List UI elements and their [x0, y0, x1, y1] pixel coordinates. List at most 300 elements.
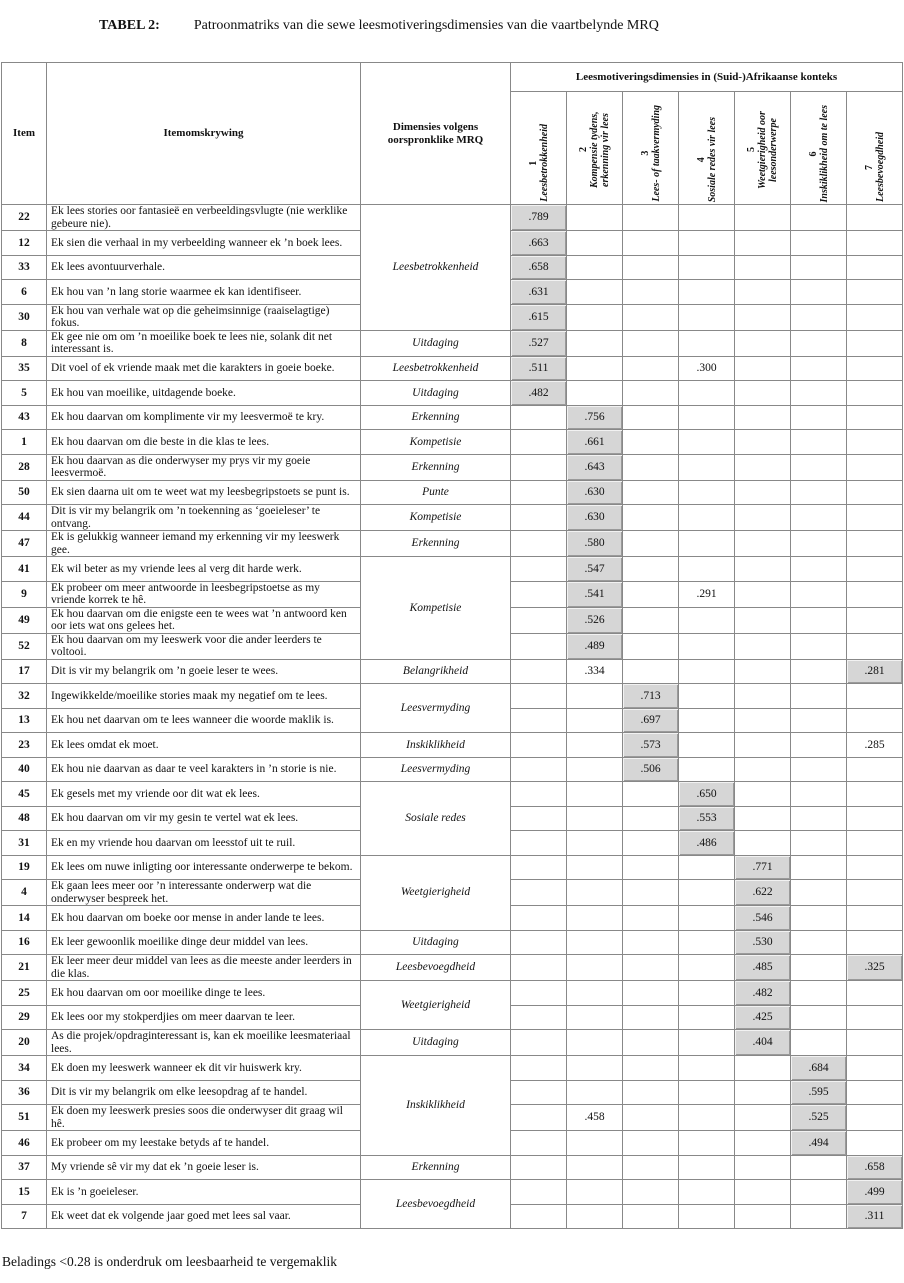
table-row — [2, 1180, 903, 1205]
item-number: 29 — [2, 1005, 47, 1030]
header-description: Itemomskrywing — [47, 63, 361, 205]
item-number: 7 — [2, 1204, 47, 1229]
loading-cell — [567, 806, 623, 831]
loading-cell: .658 — [511, 255, 567, 280]
item-description: Ek hou net daarvan om te lees wanneer die woorde maklik is. — [47, 708, 361, 733]
loading-cell — [567, 757, 623, 782]
table-row — [2, 1030, 903, 1056]
loading-cell — [735, 659, 791, 684]
loading-cell — [623, 831, 679, 856]
item-description: Ek hou daarvan om oor moeilike dinge te lees. — [47, 981, 361, 1006]
loading-cell: .334 — [567, 659, 623, 684]
loading-cell — [791, 330, 847, 356]
loading-cell — [679, 981, 735, 1006]
loading-cell — [567, 880, 623, 906]
original-dimension: Sosiale redes — [361, 782, 511, 856]
loading-cell — [623, 782, 679, 807]
loading-cell: .553 — [679, 806, 735, 831]
item-number: 35 — [2, 356, 47, 381]
loading-cell — [847, 205, 903, 231]
loading-cell — [679, 231, 735, 256]
loading-cell — [735, 1056, 791, 1081]
item-description: Ek is gelukkig wanneer iemand my erkenning vir my leeswerk gee. — [47, 531, 361, 557]
loading-cell — [847, 381, 903, 406]
original-dimension: Inskiklikheid — [361, 733, 511, 758]
loading-cell: .530 — [735, 930, 791, 955]
loading-cell — [791, 633, 847, 659]
item-number: 31 — [2, 831, 47, 856]
original-dimension: Kompetisie — [361, 430, 511, 455]
loading-cell — [735, 557, 791, 582]
loading-cell — [567, 684, 623, 709]
loading-cell — [623, 930, 679, 955]
header-dimension-group: Leesmotiveringsdimensies in (Suid-)Afrikaanse konteks — [511, 63, 903, 92]
loading-cell — [791, 782, 847, 807]
loading-cell — [847, 831, 903, 856]
loading-cell — [567, 955, 623, 981]
loading-cell: .291 — [679, 581, 735, 607]
loading-cell — [847, 633, 903, 659]
loading-cell — [567, 280, 623, 305]
item-description: Ek lees om nuwe inligting oor interessante onderwerpe te bekom. — [47, 855, 361, 880]
loading-cell — [847, 757, 903, 782]
table-row — [2, 757, 903, 782]
loading-cell — [567, 708, 623, 733]
item-description: Ek lees stories oor fantasieë en verbeeldingsvlugte (nie werklike gebeure nie). — [47, 205, 361, 231]
item-number: 13 — [2, 708, 47, 733]
loading-cell — [735, 581, 791, 607]
loading-cell — [847, 1131, 903, 1156]
loading-cell: .661 — [567, 430, 623, 455]
factor-number: 2 — [578, 147, 589, 153]
loading-cell — [735, 1204, 791, 1229]
header-factor-3 — [623, 92, 679, 205]
loading-cell: .546 — [735, 906, 791, 931]
table-row — [2, 356, 903, 381]
loading-cell — [847, 280, 903, 305]
item-description: Ek leer meer deur middel van lees as die meeste ander leerders in die klas. — [47, 955, 361, 981]
item-number: 16 — [2, 930, 47, 955]
item-description: Dit voel of ek vriende maak met die karakters in goeie boeke. — [47, 356, 361, 381]
header-factor-5 — [735, 92, 791, 205]
item-description: Ek hou daarvan as die onderwyser my prys vir my goeie leesvermoë. — [47, 454, 361, 480]
loading-cell — [847, 708, 903, 733]
loading-cell — [791, 205, 847, 231]
loading-cell — [511, 454, 567, 480]
loading-cell — [847, 557, 903, 582]
loading-cell — [791, 855, 847, 880]
loading-cell — [511, 505, 567, 531]
loading-cell — [623, 906, 679, 931]
loading-cell — [791, 557, 847, 582]
loading-cell — [623, 531, 679, 557]
original-dimension: Uitdaging — [361, 1030, 511, 1056]
table-row — [2, 405, 903, 430]
item-description: Ek sien daarna uit om te weet wat my leesbegripstoets se punt is. — [47, 480, 361, 505]
loading-cell: .511 — [511, 356, 567, 381]
loading-cell — [567, 733, 623, 758]
loading-cell — [847, 684, 903, 709]
loading-cell: .615 — [511, 304, 567, 330]
item-number: 25 — [2, 981, 47, 1006]
loading-cell — [511, 405, 567, 430]
loading-cell — [623, 454, 679, 480]
loading-cell — [567, 981, 623, 1006]
item-description: Ek hou daarvan om die beste in die klas te lees. — [47, 430, 361, 455]
factor-name: Weetgierigheid oor leesonderwerpe — [757, 111, 779, 189]
loading-cell: .486 — [679, 831, 735, 856]
loading-cell: .506 — [623, 757, 679, 782]
loading-cell — [679, 1204, 735, 1229]
loading-cell — [567, 1080, 623, 1105]
loading-cell — [847, 454, 903, 480]
loading-cell — [735, 1080, 791, 1105]
loading-cell — [791, 480, 847, 505]
loading-cell: .525 — [791, 1105, 847, 1131]
table-row — [2, 659, 903, 684]
header-factor-2 — [567, 92, 623, 205]
loading-cell — [679, 733, 735, 758]
loading-cell — [735, 454, 791, 480]
loading-cell — [511, 430, 567, 455]
item-number: 34 — [2, 1056, 47, 1081]
item-number: 44 — [2, 505, 47, 531]
loading-cell — [623, 607, 679, 633]
loading-cell — [679, 405, 735, 430]
item-number: 22 — [2, 205, 47, 231]
loading-cell — [511, 1080, 567, 1105]
loading-cell: .573 — [623, 733, 679, 758]
loading-cell: .697 — [623, 708, 679, 733]
factor-number: 4 — [695, 156, 707, 162]
loading-cell — [567, 1056, 623, 1081]
loading-cell — [511, 930, 567, 955]
loading-cell — [679, 607, 735, 633]
loading-cell — [847, 906, 903, 931]
table-row — [2, 430, 903, 455]
original-dimension: Leesbetrokkenheid — [361, 356, 511, 381]
item-description: Ek wil beter as my vriende lees al verg dit harde werk. — [47, 557, 361, 582]
loading-cell — [623, 1056, 679, 1081]
loading-cell — [679, 1155, 735, 1180]
header-factor-7 — [847, 92, 903, 205]
loading-cell — [791, 955, 847, 981]
item-number: 33 — [2, 255, 47, 280]
factor-number: 7 — [863, 164, 875, 170]
original-dimension: Leesvermyding — [361, 684, 511, 733]
table-row — [2, 1056, 903, 1081]
loading-cell — [679, 330, 735, 356]
loading-cell — [679, 684, 735, 709]
table-row — [2, 330, 903, 356]
loading-cell: .499 — [847, 1180, 903, 1205]
original-dimension: Belangrikheid — [361, 659, 511, 684]
loading-cell — [679, 1180, 735, 1205]
loading-cell — [735, 1180, 791, 1205]
loading-cell — [623, 633, 679, 659]
header-factor-1 — [511, 92, 567, 205]
loading-cell — [511, 757, 567, 782]
loading-cell — [623, 381, 679, 406]
original-dimension: Uitdaging — [361, 381, 511, 406]
loading-cell — [679, 930, 735, 955]
loading-cell: .547 — [567, 557, 623, 582]
factor-name: Lees- of taakvermyding — [650, 105, 662, 202]
loading-cell — [511, 531, 567, 557]
item-number: 41 — [2, 557, 47, 582]
item-description: Ek hou daarvan om die enigste een te wees wat ’n antwoord ken oor iets wat ons gelees het. — [47, 607, 361, 633]
loading-cell — [679, 304, 735, 330]
loading-cell — [791, 231, 847, 256]
loading-cell — [623, 330, 679, 356]
item-number: 48 — [2, 806, 47, 831]
loading-cell — [623, 557, 679, 582]
loading-cell: .541 — [567, 581, 623, 607]
loading-cell — [791, 280, 847, 305]
factor-number: 3 — [639, 151, 651, 157]
loading-cell: .404 — [735, 1030, 791, 1056]
loading-cell — [567, 381, 623, 406]
original-dimension: Kompetisie — [361, 505, 511, 531]
loading-cell: .482 — [735, 981, 791, 1006]
loading-cell — [511, 557, 567, 582]
loading-cell — [735, 405, 791, 430]
loading-cell — [623, 806, 679, 831]
loading-cell: .713 — [623, 684, 679, 709]
item-number: 14 — [2, 906, 47, 931]
loading-cell — [847, 1030, 903, 1056]
loading-cell — [511, 480, 567, 505]
loading-cell — [847, 855, 903, 880]
loading-cell — [567, 1180, 623, 1205]
loading-cell — [567, 330, 623, 356]
loading-cell — [511, 906, 567, 931]
loading-cell: .489 — [567, 633, 623, 659]
loading-cell — [679, 1105, 735, 1131]
loading-cell — [735, 356, 791, 381]
item-description: My vriende sê vir my dat ek ’n goeie leser is. — [47, 1155, 361, 1180]
item-description: Ek hou nie daarvan as daar te veel karakters in ’n storie is nie. — [47, 757, 361, 782]
table-label: TABEL 2: — [99, 18, 160, 33]
loading-cell: .285 — [847, 733, 903, 758]
loading-cell — [679, 557, 735, 582]
loading-cell — [567, 1155, 623, 1180]
loading-cell — [679, 531, 735, 557]
item-number: 6 — [2, 280, 47, 305]
table-row — [2, 454, 903, 480]
loading-cell — [791, 806, 847, 831]
item-number: 47 — [2, 531, 47, 557]
loading-cell — [511, 581, 567, 607]
original-dimension: Leesbetrokkenheid — [361, 205, 511, 331]
loading-cell — [623, 505, 679, 531]
original-dimension: Erkenning — [361, 531, 511, 557]
loading-cell — [567, 205, 623, 231]
item-number: 32 — [2, 684, 47, 709]
footnote: Beladings <0.28 is onderdruk om leesbaarheid te vergemaklik — [2, 1254, 338, 1269]
loading-cell — [735, 1105, 791, 1131]
loading-cell — [511, 1131, 567, 1156]
loading-cell — [679, 757, 735, 782]
item-number: 36 — [2, 1080, 47, 1105]
item-number: 1 — [2, 430, 47, 455]
loading-cell — [791, 531, 847, 557]
loading-cell — [623, 1155, 679, 1180]
item-number: 30 — [2, 304, 47, 330]
table-row — [2, 557, 903, 582]
loading-cell — [679, 280, 735, 305]
table-row — [2, 205, 903, 231]
original-dimension: Punte — [361, 480, 511, 505]
loading-cell — [791, 356, 847, 381]
loading-cell — [791, 430, 847, 455]
loading-cell — [511, 1105, 567, 1131]
loading-cell — [511, 981, 567, 1006]
item-number: 17 — [2, 659, 47, 684]
item-description: Dit is vir my belangrik om ’n goeie leser te wees. — [47, 659, 361, 684]
loading-cell: .485 — [735, 955, 791, 981]
loading-cell — [679, 1080, 735, 1105]
item-description: Ek lees oor my stokperdjies om meer daarvan te leer. — [47, 1005, 361, 1030]
loading-cell — [847, 880, 903, 906]
factor-name: Leesbevoegdheid — [874, 132, 886, 202]
table-row — [2, 981, 903, 1006]
loading-cell — [847, 430, 903, 455]
item-number: 52 — [2, 633, 47, 659]
loading-cell — [623, 1204, 679, 1229]
original-dimension: Leesvermyding — [361, 757, 511, 782]
loading-cell — [735, 733, 791, 758]
loading-cell — [623, 255, 679, 280]
item-number: 9 — [2, 581, 47, 607]
loading-cell — [735, 708, 791, 733]
loading-cell — [679, 1005, 735, 1030]
loading-cell — [511, 1204, 567, 1229]
loading-cell — [735, 782, 791, 807]
item-number: 20 — [2, 1030, 47, 1056]
factor-name: Sosiale redes vir lees — [706, 116, 718, 202]
loading-cell: .771 — [735, 855, 791, 880]
loading-cell — [567, 855, 623, 880]
loading-cell — [847, 981, 903, 1006]
item-description: Ek lees omdat ek moet. — [47, 733, 361, 758]
original-dimension: Erkenning — [361, 1155, 511, 1180]
loading-cell — [791, 405, 847, 430]
loading-cell — [735, 255, 791, 280]
loading-cell — [791, 880, 847, 906]
loading-cell — [679, 1056, 735, 1081]
loading-cell — [735, 505, 791, 531]
item-number: 49 — [2, 607, 47, 633]
loading-cell — [679, 381, 735, 406]
item-number: 23 — [2, 733, 47, 758]
loading-cell — [735, 330, 791, 356]
loading-cell — [679, 480, 735, 505]
loading-cell — [679, 1030, 735, 1056]
item-description: Ek weet dat ek volgende jaar goed met lees sal vaar. — [47, 1204, 361, 1229]
loading-cell — [847, 806, 903, 831]
original-dimension: Erkenning — [361, 454, 511, 480]
loading-cell: .658 — [847, 1155, 903, 1180]
loading-cell — [679, 205, 735, 231]
loading-cell — [679, 633, 735, 659]
loading-cell — [847, 1005, 903, 1030]
loading-cell — [679, 659, 735, 684]
factor-number: 6 — [807, 150, 819, 156]
item-description: Ek probeer om meer antwoorde in leesbegripstoetse as my vriende korrek te hê. — [47, 581, 361, 607]
loading-cell — [679, 1131, 735, 1156]
loading-cell — [511, 1155, 567, 1180]
loading-cell — [791, 1204, 847, 1229]
original-dimension: Weetgierigheid — [361, 981, 511, 1030]
factor-name: Leesbetrokkenheid — [538, 124, 550, 202]
original-dimension: Uitdaging — [361, 930, 511, 955]
item-description: Ek gaan lees meer oor ’n interessante onderwerp wat die onderwyser bespreek het. — [47, 880, 361, 906]
table-row — [2, 855, 903, 880]
loading-cell: .458 — [567, 1105, 623, 1131]
table-row — [2, 684, 903, 709]
loading-cell — [735, 304, 791, 330]
loading-cell — [791, 684, 847, 709]
loading-cell — [511, 684, 567, 709]
loading-cell: .684 — [791, 1056, 847, 1081]
item-number: 50 — [2, 480, 47, 505]
loading-cell — [623, 205, 679, 231]
loading-cell — [623, 480, 679, 505]
loading-cell — [623, 1005, 679, 1030]
loading-cell — [847, 505, 903, 531]
item-number: 43 — [2, 405, 47, 430]
loading-cell — [511, 831, 567, 856]
loading-cell — [847, 304, 903, 330]
item-description: As die projek/opdraginteressant is, kan ek moeilike leesmateriaal lees. — [47, 1030, 361, 1056]
loading-cell — [511, 633, 567, 659]
item-description: Ek leer gewoonlik moeilike dinge deur middel van lees. — [47, 930, 361, 955]
loading-cell — [791, 733, 847, 758]
loading-cell — [791, 906, 847, 931]
loading-cell: .622 — [735, 880, 791, 906]
loading-cell: .650 — [679, 782, 735, 807]
loading-cell — [679, 880, 735, 906]
loading-cell — [511, 1180, 567, 1205]
item-description: Ek sien die verhaal in my verbeelding wanneer ek ’n boek lees. — [47, 231, 361, 256]
item-number: 45 — [2, 782, 47, 807]
loading-cell — [623, 855, 679, 880]
loading-cell — [623, 880, 679, 906]
loading-cell — [847, 531, 903, 557]
loading-cell — [679, 955, 735, 981]
item-description: Ek doen my leeswerk wanneer ek dit vir huiswerk kry. — [47, 1056, 361, 1081]
loading-cell — [511, 659, 567, 684]
loading-cell — [623, 1030, 679, 1056]
table-row — [2, 782, 903, 807]
loading-cell — [791, 757, 847, 782]
loading-cell — [679, 505, 735, 531]
original-dimension: Inskiklikheid — [361, 1056, 511, 1156]
loading-cell — [847, 405, 903, 430]
loading-cell — [847, 255, 903, 280]
item-description: Ek hou daarvan om boeke oor mense in ander lande te lees. — [47, 906, 361, 931]
loading-cell — [847, 607, 903, 633]
loading-cell: .281 — [847, 659, 903, 684]
item-number: 4 — [2, 880, 47, 906]
loading-cell — [623, 405, 679, 430]
original-dimension: Weetgierigheid — [361, 855, 511, 930]
loading-cell — [511, 880, 567, 906]
loading-cell — [791, 659, 847, 684]
item-description: Ek is ’n goeieleser. — [47, 1180, 361, 1205]
loading-cell — [791, 381, 847, 406]
